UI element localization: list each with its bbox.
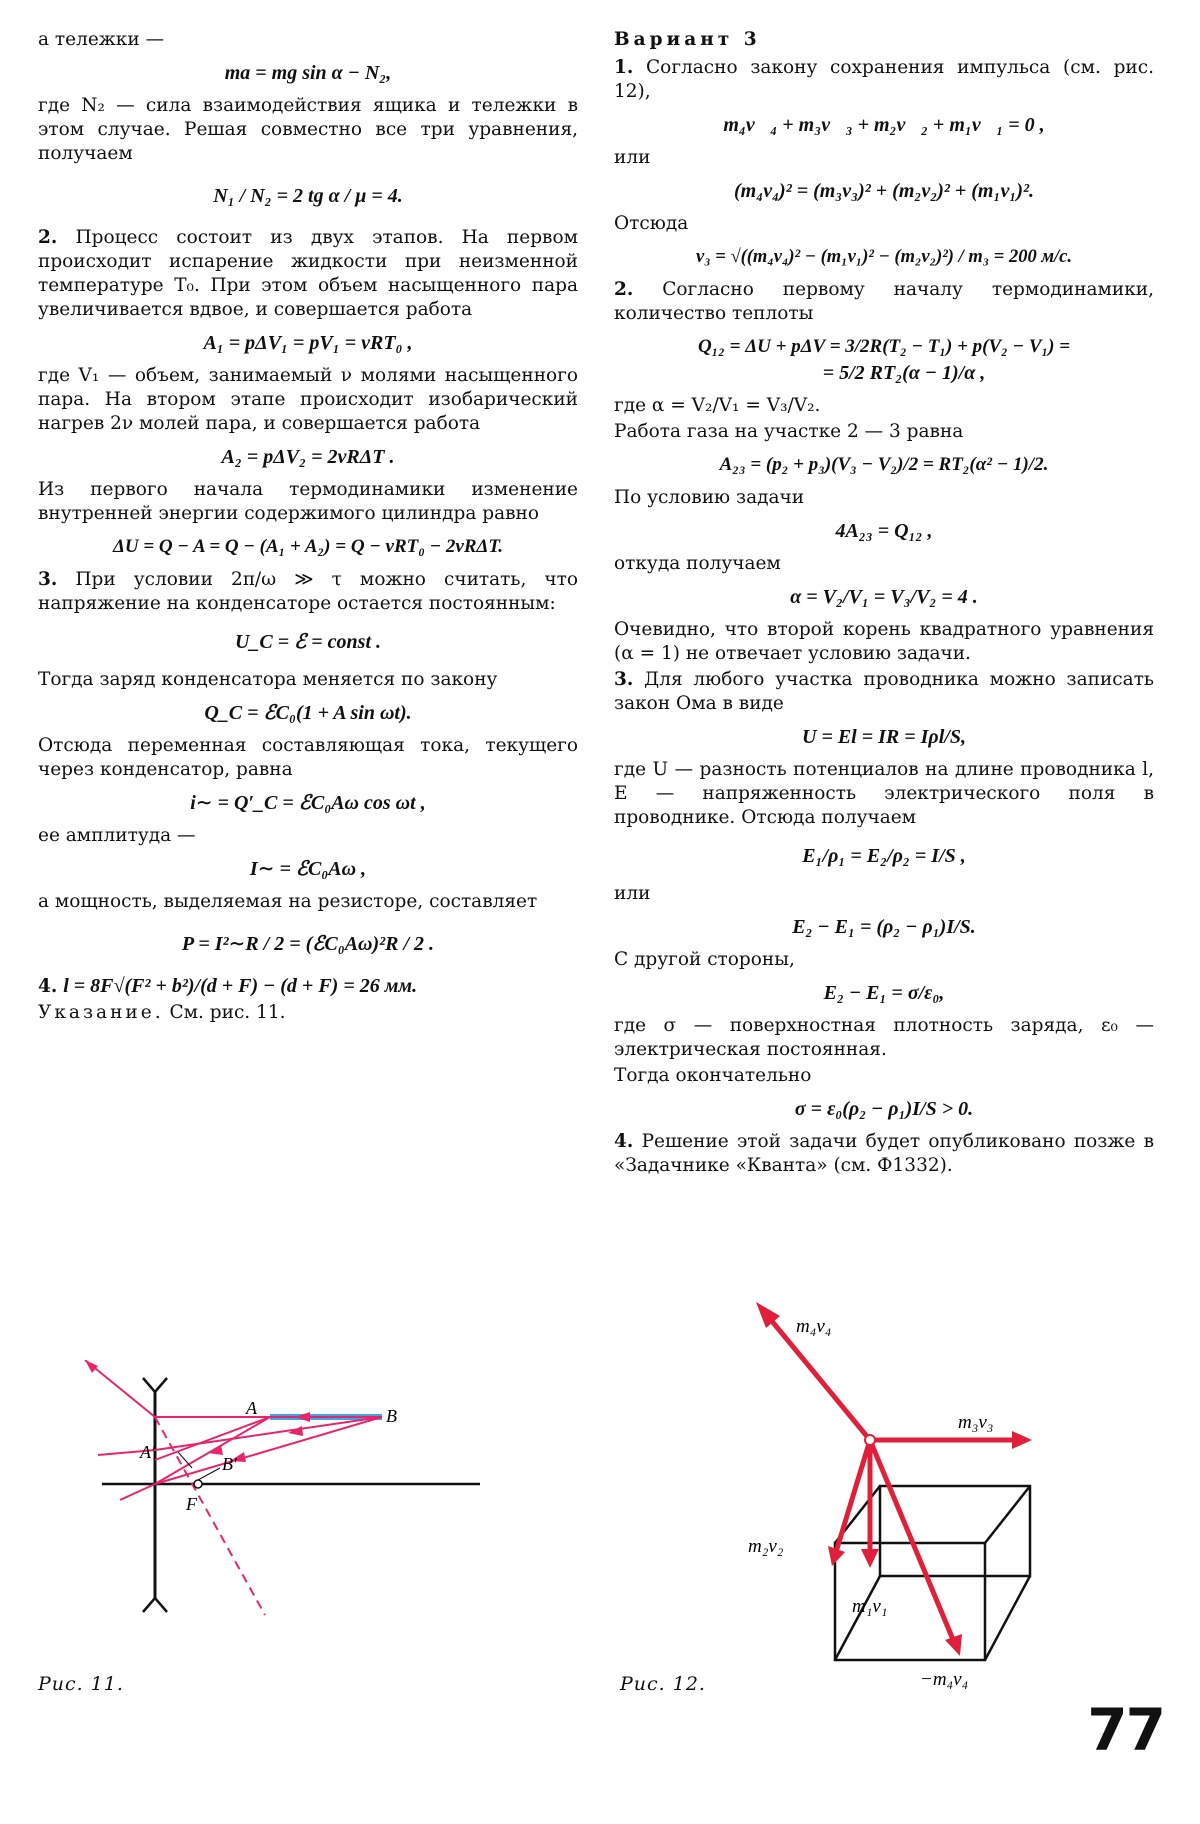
formula: A₁ = pΔV₁ = pV₁ = νRT₀ ,	[203, 332, 413, 354]
ray	[155, 1417, 382, 1484]
paragraph: где U — разность потенциалов на длине проводника l, E — напряженность электрического поля в проводнике. Отсюда получаем	[614, 759, 1154, 828]
problem-number: 2.	[614, 279, 634, 300]
paragraph: Отсюда	[614, 213, 689, 234]
paragraph: Очевидно, что второй корень квадратного уравнения (α = 1) не отвечает условию задачи.	[614, 619, 1154, 664]
formula: m₄v⃗₄ + m₃v⃗₃ + m₂v⃗₂ + m₁v⃗₁ = 0 ,	[723, 114, 1045, 136]
rays	[85, 1360, 382, 1615]
label-A-prime: A′	[140, 1442, 155, 1462]
box-edge	[985, 1486, 1030, 1543]
formula: A₂₃ = (p₂ + p₃)(V₃ − V₂)/2 = RT₂(α² − 1)/2.	[719, 454, 1049, 475]
arrowhead	[828, 1546, 845, 1566]
focal-point	[194, 1480, 202, 1488]
paragraph: Тогда окончательно	[614, 1065, 812, 1086]
lens-bottom-mark	[143, 1598, 167, 1612]
right-column	[614, 28, 1154, 1180]
formula: I∼ = ℰC₀Aω ,	[249, 858, 367, 880]
problem-number: 1.	[614, 57, 634, 78]
formula: ma = mg sin α − N₂,	[224, 62, 392, 84]
box-edges	[835, 1486, 1030, 1660]
page-number: 77	[1087, 1696, 1164, 1764]
problem-number: 2.	[38, 227, 58, 248]
ray	[155, 1417, 382, 1450]
formula: l = 8F√(F² + b²)/(d + F) − (d + F) = 26 мм.	[63, 975, 418, 997]
label-m3v3: m₃v₃	[958, 1412, 994, 1433]
formula: E₂ − E₁ = σ/ε₀,	[823, 982, 945, 1004]
paragraph: ее амплитуда —	[38, 825, 196, 846]
formula: ΔU = Q − A = Q − (A₁ + A₂) = Q − νRT₀ − 2νRΔT.	[112, 536, 504, 557]
paragraph: По условию задачи	[614, 487, 805, 508]
arrowhead	[85, 1360, 98, 1373]
arrowhead	[945, 1634, 962, 1656]
formula: σ = ε₀(ρ₂ − ρ₁)I/S > 0.	[794, 1098, 974, 1120]
problem-number: 3.	[614, 669, 634, 690]
label-m2v2: m₂v₂	[748, 1536, 784, 1557]
box-edge	[835, 1576, 880, 1660]
ray-arrowheads	[85, 1360, 310, 1462]
paragraph: С другой стороны,	[614, 949, 795, 970]
paragraph-text: Решение этой задачи будет опубликовано позже в «Задачнике «Кванта» (см. Ф1332).	[614, 1131, 1154, 1176]
paragraph: Тогда заряд конденсатора меняется по закону	[38, 669, 498, 690]
paragraph: откуда получаем	[614, 553, 781, 574]
paragraph: а мощность, выделяемая на резисторе, составляет	[38, 891, 538, 912]
box-edge	[985, 1576, 1030, 1660]
variant-heading: Вариант 3	[614, 29, 761, 50]
label-neg-m4v4: −m₄v₄	[920, 1669, 969, 1690]
arrowhead	[861, 1549, 879, 1568]
box-back-face	[880, 1486, 1030, 1576]
paragraph	[614, 56, 1154, 104]
paragraph: где V₁ — объем, занимаемый ν молями насыщенного пара. На втором этапе происходит изобарический нагрев 2ν молей пара, и совершается работа	[38, 365, 578, 434]
paragraph	[38, 568, 578, 616]
figure-11-caption: Рис. 11.	[38, 1673, 124, 1695]
paragraph	[38, 1001, 578, 1025]
arrowhead	[295, 1412, 310, 1422]
formula: U = El = IR = Iρl/S,	[802, 726, 966, 748]
paragraph-text: Для любого участка проводника можно записать закон Ома в виде	[614, 669, 1154, 714]
paragraph: Работа газа на участке 2 — 3 равна	[614, 421, 964, 442]
paragraph: а тележки —	[38, 29, 165, 50]
lens-top-mark	[143, 1378, 167, 1392]
origin-point	[865, 1435, 875, 1445]
paragraph-text: При условии 2π/ω ≫ τ можно считать, что напряжение на конденсаторе остается постоянным:	[38, 569, 578, 614]
paragraph: Отсюда переменная составляющая тока, текущего через конденсатор, равна	[38, 735, 578, 780]
formula: A₂ = pΔV₂ = 2νRΔT .	[221, 446, 395, 468]
paragraph: где σ — поверхностная плотность заряда, ε₀ — электрическая постоянная.	[614, 1015, 1154, 1060]
arrowhead	[208, 1445, 223, 1455]
momentum-vectors	[766, 1314, 1018, 1642]
problem-number: 3.	[38, 569, 58, 590]
label-m1v1: m₁v₁	[852, 1596, 888, 1617]
formula: U_C = ℰ = const .	[234, 631, 382, 653]
formula: E₂ − E₁ = (ρ₂ − ρ₁)I/S.	[792, 916, 976, 938]
label-F: F	[186, 1494, 197, 1514]
label-B: B	[386, 1406, 397, 1426]
ray	[120, 1484, 155, 1500]
paragraph	[38, 226, 578, 322]
formula: E₁/ρ₁ = E₂/ρ₂ = I/S ,	[802, 845, 966, 867]
paragraph	[614, 668, 1154, 716]
paragraph-text: Согласно закону сохранения импульса (см. рис. 12),	[614, 57, 1154, 102]
arrowhead	[1012, 1431, 1032, 1449]
paragraph: или	[614, 883, 651, 904]
formula: v₃ = √((m₄v₄)² − (m₁v₁)² − (m₂v₂)²) / m₃ = 200 м/с.	[696, 247, 1072, 267]
hint-label: Указание.	[38, 1002, 164, 1023]
figure-12-caption: Рис. 12.	[620, 1673, 706, 1695]
paragraph: где α = V₂/V₁ = V₃/V₂.	[614, 395, 821, 416]
paragraph-text: См. рис. 11.	[169, 1002, 286, 1023]
problem-number: 4.	[614, 1131, 634, 1152]
formula: Q_C = ℰC₀(1 + A sin ωt).	[204, 702, 412, 724]
formula: α = V₂/V₁ = V₃/V₂ = 4 .	[790, 586, 978, 608]
formula: (m₄v₄)² = (m₃v₃)² + (m₂v₂)² + (m₁v₁)².	[734, 180, 1034, 202]
formula: = 5/2 RT₂(α − 1)/α ,	[822, 362, 986, 384]
vector-m2v2	[836, 1440, 870, 1552]
formula: N₁ / N₂ = 2 tg α / μ = 4.	[213, 185, 403, 207]
label-B-prime: B′	[222, 1454, 237, 1474]
paragraph: Из первого начала термодинамики изменение внутренней энергии содержимого цилиндра равно	[38, 479, 578, 524]
paragraph	[38, 974, 578, 999]
formula: 4A₂₃ = Q₁₂ ,	[835, 520, 933, 542]
label-m4v4: m₄v₄	[796, 1316, 832, 1337]
figure-12-momentum-diagram	[740, 1290, 1040, 1700]
paragraph: где N₂ — сила взаимодействия ящика и тележки в этом случае. Решая совместно все три уравнения, получаем	[38, 95, 578, 164]
left-column	[38, 28, 578, 1027]
formula: Q₁₂ = ΔU + pΔV = 3/2R(T₂ − T₁) + p(V₂ − V₁) =	[697, 336, 1071, 357]
paragraph	[614, 1130, 1154, 1178]
label-A: A	[246, 1398, 257, 1418]
formula: P = I²∼R / 2 = (ℰC₀Aω)²R / 2 .	[181, 933, 435, 955]
paragraph	[614, 278, 1154, 326]
figure-11-lens-diagram	[80, 1360, 500, 1620]
formula: i∼ = Q′_C = ℰC₀Aω cos ωt ,	[190, 792, 426, 814]
paragraph-text: Согласно первому началу термодинамики, количество теплоты	[614, 279, 1154, 324]
paragraph: или	[614, 147, 651, 168]
paragraph-text: Процесс состоит из двух этапов. На первом происходит испарение жидкости при неизменной температуре T₀. При этом объем насыщенного пара увеличивается вдвое, и совершается работа	[38, 227, 578, 320]
problem-number: 4.	[38, 976, 58, 997]
